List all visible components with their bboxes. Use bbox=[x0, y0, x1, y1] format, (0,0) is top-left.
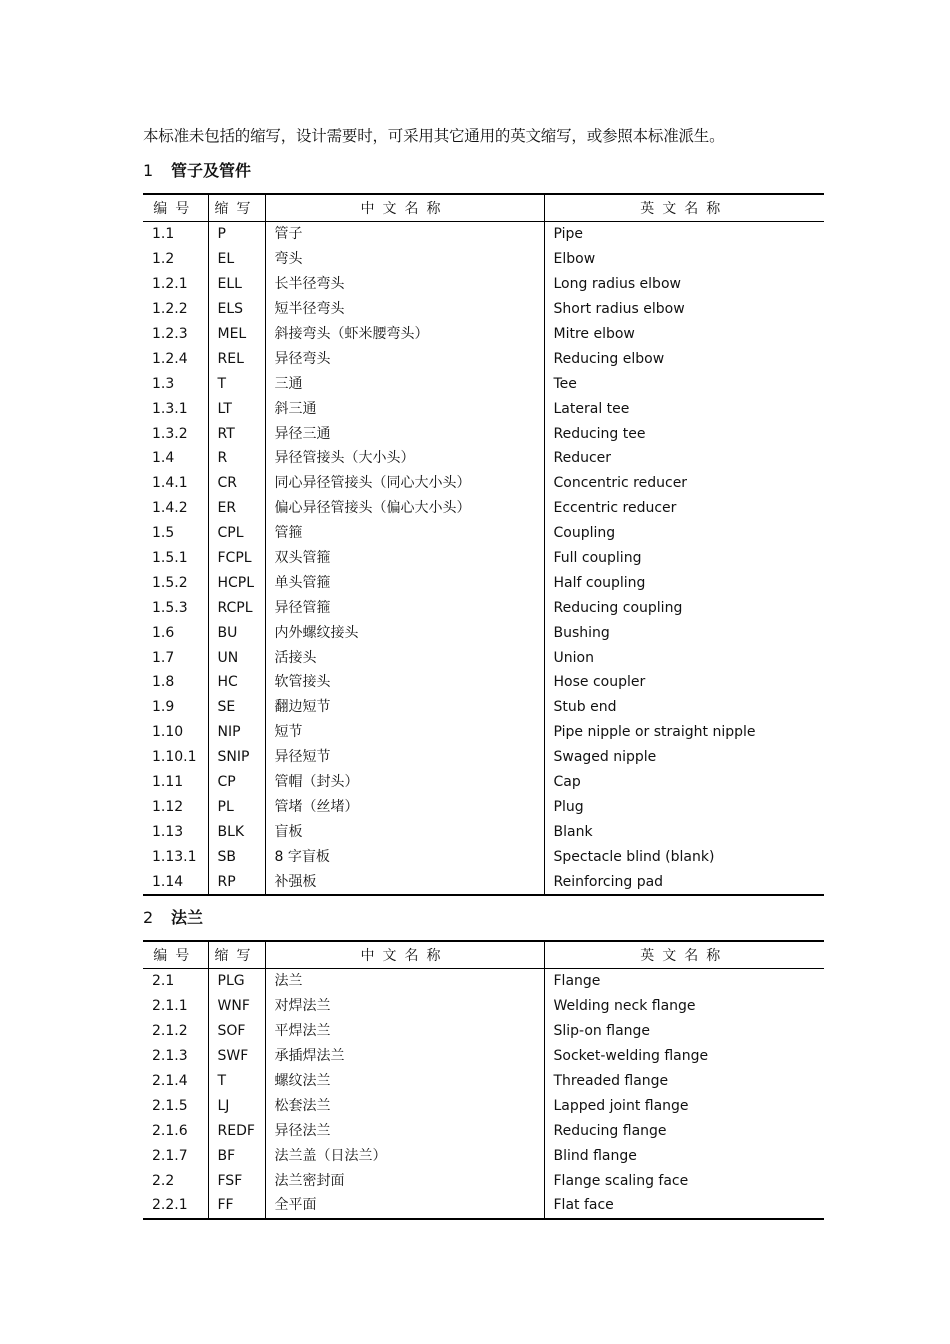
row-chinese-name: 管帽（封头） bbox=[265, 770, 544, 795]
row-number: 1.5.2 bbox=[152, 574, 188, 591]
row-chinese-name: 承插焊法兰 bbox=[265, 1044, 544, 1069]
row-english-name: Eccentric reducer bbox=[553, 500, 677, 517]
row-chinese-name: 8 字盲板 bbox=[265, 844, 544, 869]
row-abbreviation: ER bbox=[208, 496, 265, 521]
row-abbreviation: R bbox=[208, 446, 265, 471]
section-heading bbox=[143, 906, 203, 930]
row-english-name: Slip-on flange bbox=[553, 1023, 651, 1040]
row-chinese-name: 异径法兰 bbox=[265, 1118, 544, 1143]
row-chinese-name: 偏心异径管接头（偏心大小头） bbox=[265, 496, 544, 521]
table-row bbox=[143, 969, 824, 994]
header-english-name: 英文名称 bbox=[544, 194, 824, 222]
table-row bbox=[143, 297, 824, 322]
row-english-name: Blind flange bbox=[553, 1147, 637, 1164]
row-abbreviation: SB bbox=[208, 844, 265, 869]
row-chinese-name: 松套法兰 bbox=[265, 1093, 544, 1118]
table-row bbox=[143, 1093, 824, 1118]
row-chinese-name: 管子 bbox=[265, 222, 544, 247]
row-abbreviation: LT bbox=[208, 396, 265, 421]
row-chinese-name: 软管接头 bbox=[265, 670, 544, 695]
row-chinese-name: 斜接弯头（虾米腰弯头） bbox=[265, 322, 544, 347]
row-abbreviation: RP bbox=[208, 869, 265, 895]
row-chinese-name: 平焊法兰 bbox=[265, 1019, 544, 1044]
row-chinese-name: 盲板 bbox=[265, 819, 544, 844]
row-english-name: Plug bbox=[553, 798, 584, 815]
row-abbreviation: PL bbox=[208, 794, 265, 819]
row-english-name: Union bbox=[553, 649, 594, 666]
table-row bbox=[143, 620, 824, 645]
table-row bbox=[143, 794, 824, 819]
row-number: 2.2.1 bbox=[143, 1193, 208, 1219]
table-row bbox=[143, 670, 824, 695]
row-number: 1.1 bbox=[152, 226, 175, 243]
row-number: 1.10 bbox=[152, 724, 184, 741]
row-abbreviation: CP bbox=[208, 770, 265, 795]
section-title: 法兰 bbox=[171, 908, 204, 927]
row-number: 1.14 bbox=[143, 869, 208, 895]
row-number: 1.4.1 bbox=[152, 475, 188, 492]
row-abbreviation: UN bbox=[208, 645, 265, 670]
row-abbreviation: T bbox=[208, 371, 265, 396]
header-number: 编号 bbox=[143, 194, 208, 222]
row-english-name: Reducing elbow bbox=[553, 350, 665, 367]
section-heading bbox=[143, 159, 251, 183]
row-chinese-name: 双头管箍 bbox=[265, 546, 544, 571]
row-abbreviation: CPL bbox=[208, 521, 265, 546]
row-english-name: Full coupling bbox=[553, 550, 642, 567]
table-row bbox=[143, 695, 824, 720]
row-abbreviation: HC bbox=[208, 670, 265, 695]
row-chinese-name: 异径管接头（大小头） bbox=[265, 446, 544, 471]
row-english-name: Pipe nipple or straight nipple bbox=[553, 724, 756, 741]
row-abbreviation: FSF bbox=[208, 1168, 265, 1193]
row-abbreviation: LJ bbox=[208, 1093, 265, 1118]
row-number: 1.3.2 bbox=[152, 425, 188, 442]
table-row bbox=[143, 645, 824, 670]
row-number: 1.7 bbox=[152, 649, 175, 666]
row-number: 2.1.3 bbox=[152, 1048, 188, 1065]
abbreviation-table bbox=[143, 940, 824, 1220]
row-number: 2.1.7 bbox=[152, 1147, 188, 1164]
row-english-name: Bushing bbox=[553, 624, 610, 641]
row-chinese-name: 法兰盖（日法兰） bbox=[265, 1143, 544, 1168]
row-number: 1.9 bbox=[152, 699, 175, 716]
row-abbreviation: CR bbox=[208, 471, 265, 496]
table-row bbox=[143, 371, 824, 396]
table-header-row bbox=[143, 941, 824, 969]
row-abbreviation: ELS bbox=[208, 297, 265, 322]
row-number: 1.2.2 bbox=[152, 301, 188, 318]
table-row bbox=[143, 1044, 824, 1069]
row-english-name: Coupling bbox=[553, 525, 616, 542]
row-english-name: Socket-welding flange bbox=[553, 1048, 709, 1065]
row-abbreviation: PLG bbox=[208, 969, 265, 994]
table-row bbox=[143, 272, 824, 297]
table-row bbox=[143, 570, 824, 595]
row-english-name: Reducer bbox=[553, 450, 612, 467]
row-english-name: Blank bbox=[553, 823, 593, 840]
row-chinese-name: 异径弯头 bbox=[265, 346, 544, 371]
row-abbreviation: FCPL bbox=[208, 546, 265, 571]
row-english-name: Swaged nipple bbox=[553, 749, 657, 766]
table-row bbox=[143, 844, 824, 869]
row-english-name: Reducing coupling bbox=[553, 599, 683, 616]
row-number: 2.1.4 bbox=[152, 1073, 188, 1089]
row-chinese-name: 短半径弯头 bbox=[265, 297, 544, 322]
row-number: 1.4.2 bbox=[152, 500, 188, 517]
table-row bbox=[143, 720, 824, 745]
row-english-name: Cap bbox=[553, 774, 581, 791]
row-english-name: Long radius elbow bbox=[553, 276, 681, 293]
row-english-name: Flat face bbox=[544, 1193, 824, 1219]
row-abbreviation: T bbox=[208, 1069, 265, 1094]
row-abbreviation: HCPL bbox=[208, 570, 265, 595]
table-row bbox=[143, 1193, 824, 1219]
row-english-name: Elbow bbox=[553, 251, 596, 268]
row-chinese-name: 异径短节 bbox=[265, 745, 544, 770]
row-number: 2.1 bbox=[152, 973, 175, 990]
intro-paragraph: 本标准未包括的缩写，设计需要时，可采用其它通用的英文缩写，或参照本标准派生。 bbox=[143, 127, 725, 145]
row-number: 2.2 bbox=[152, 1172, 175, 1189]
row-chinese-name: 管箍 bbox=[265, 521, 544, 546]
table-row bbox=[143, 1118, 824, 1143]
row-english-name: Threaded flange bbox=[553, 1073, 669, 1089]
table-row bbox=[143, 1143, 824, 1168]
table-row bbox=[143, 1168, 824, 1193]
row-abbreviation: RCPL bbox=[208, 595, 265, 620]
row-abbreviation: RT bbox=[208, 421, 265, 446]
row-number: 1.3 bbox=[152, 375, 175, 392]
abbreviation-table bbox=[143, 193, 824, 896]
header-english-name: 英文名称 bbox=[544, 941, 824, 969]
row-chinese-name: 异径三通 bbox=[265, 421, 544, 446]
row-chinese-name: 同心异径管接头（同心大小头） bbox=[265, 471, 544, 496]
row-chinese-name: 内外螺纹接头 bbox=[265, 620, 544, 645]
row-number: 1.2.3 bbox=[152, 326, 188, 342]
row-abbreviation: BF bbox=[208, 1143, 265, 1168]
header-abbreviation: 缩写 bbox=[208, 941, 265, 969]
row-english-name: Lapped joint flange bbox=[553, 1097, 689, 1114]
table-row bbox=[143, 396, 824, 421]
table-row bbox=[143, 222, 824, 247]
row-number: 1.2 bbox=[152, 251, 175, 268]
row-english-name: Reducing tee bbox=[553, 425, 646, 442]
row-abbreviation: SNIP bbox=[208, 745, 265, 770]
row-english-name: Mitre elbow bbox=[553, 326, 635, 342]
table-row bbox=[143, 1019, 824, 1044]
table-row bbox=[143, 546, 824, 571]
header-chinese-name: 中文名称 bbox=[265, 194, 544, 222]
row-abbreviation: BLK bbox=[208, 819, 265, 844]
row-chinese-name: 三通 bbox=[265, 371, 544, 396]
row-number: 1.8 bbox=[152, 674, 175, 691]
table-row bbox=[143, 819, 824, 844]
section-number: 1 bbox=[143, 161, 154, 180]
row-chinese-name: 对焊法兰 bbox=[265, 994, 544, 1019]
row-number: 1.3.1 bbox=[152, 400, 188, 417]
table-row bbox=[143, 595, 824, 620]
row-number: 1.11 bbox=[152, 774, 184, 791]
row-english-name: Short radius elbow bbox=[553, 301, 685, 318]
row-number: 1.12 bbox=[152, 798, 184, 815]
row-english-name: Lateral tee bbox=[553, 400, 630, 417]
table-row bbox=[143, 521, 824, 546]
table-header-row bbox=[143, 194, 824, 222]
row-chinese-name: 单头管箍 bbox=[265, 570, 544, 595]
row-chinese-name: 活接头 bbox=[265, 645, 544, 670]
row-number: 1.6 bbox=[152, 624, 175, 641]
row-english-name: Pipe bbox=[553, 226, 584, 243]
row-abbreviation: NIP bbox=[208, 720, 265, 745]
row-number: 1.10.1 bbox=[152, 749, 197, 766]
row-chinese-name: 短节 bbox=[265, 720, 544, 745]
row-number: 1.5.3 bbox=[152, 599, 188, 616]
row-abbreviation: WNF bbox=[208, 994, 265, 1019]
row-english-name: Stub end bbox=[553, 699, 617, 716]
row-number: 2.1.5 bbox=[152, 1097, 188, 1114]
row-number: 1.5 bbox=[152, 525, 175, 542]
row-chinese-name: 补强板 bbox=[265, 869, 544, 895]
row-chinese-name: 全平面 bbox=[265, 1193, 544, 1219]
row-chinese-name: 斜三通 bbox=[265, 396, 544, 421]
row-abbreviation: FF bbox=[208, 1193, 265, 1219]
row-number: 2.1.6 bbox=[152, 1122, 188, 1139]
row-abbreviation: SWF bbox=[208, 1044, 265, 1069]
table-row bbox=[143, 994, 824, 1019]
table-row bbox=[143, 446, 824, 471]
row-number: 2.1.2 bbox=[152, 1023, 188, 1040]
row-english-name: Spectacle blind (blank) bbox=[553, 848, 715, 865]
row-abbreviation: EL bbox=[208, 247, 265, 272]
table-row bbox=[143, 421, 824, 446]
row-abbreviation: P bbox=[208, 222, 265, 247]
row-english-name: Concentric reducer bbox=[553, 475, 688, 492]
table-row bbox=[143, 869, 824, 895]
row-abbreviation: SOF bbox=[208, 1019, 265, 1044]
row-abbreviation: BU bbox=[208, 620, 265, 645]
row-chinese-name: 弯头 bbox=[265, 247, 544, 272]
row-chinese-name: 法兰密封面 bbox=[265, 1168, 544, 1193]
table-row bbox=[143, 322, 824, 347]
row-english-name: Tee bbox=[553, 375, 577, 392]
row-number: 1.4 bbox=[152, 450, 175, 467]
row-english-name: Hose coupler bbox=[553, 674, 646, 691]
table-row bbox=[143, 496, 824, 521]
row-english-name: Welding neck flange bbox=[553, 998, 696, 1015]
table-row bbox=[143, 770, 824, 795]
row-english-name: Flange bbox=[553, 973, 601, 990]
header-chinese-name: 中文名称 bbox=[265, 941, 544, 969]
row-number: 2.1.1 bbox=[152, 998, 188, 1015]
row-english-name: Half coupling bbox=[553, 574, 646, 591]
table-row bbox=[143, 346, 824, 371]
row-number: 1.5.1 bbox=[152, 550, 188, 567]
row-english-name: Reducing flange bbox=[553, 1122, 667, 1139]
row-chinese-name: 管堵（丝堵） bbox=[265, 794, 544, 819]
table-row bbox=[143, 745, 824, 770]
section-number: 2 bbox=[143, 908, 154, 927]
row-number: 1.2.1 bbox=[152, 276, 188, 293]
row-number: 1.13 bbox=[152, 823, 184, 840]
row-abbreviation: MEL bbox=[208, 322, 265, 347]
row-abbreviation: REDF bbox=[208, 1118, 265, 1143]
row-number: 1.13.1 bbox=[152, 848, 197, 865]
row-abbreviation: REL bbox=[208, 346, 265, 371]
row-abbreviation: SE bbox=[208, 695, 265, 720]
row-english-name: Flange scaling face bbox=[553, 1172, 689, 1189]
row-english-name: Reinforcing pad bbox=[544, 869, 824, 895]
row-number: 1.2.4 bbox=[152, 350, 188, 367]
row-chinese-name: 异径管箍 bbox=[265, 595, 544, 620]
table-row bbox=[143, 247, 824, 272]
row-chinese-name: 法兰 bbox=[265, 969, 544, 994]
row-chinese-name: 螺纹法兰 bbox=[265, 1069, 544, 1094]
header-abbreviation: 缩写 bbox=[208, 194, 265, 222]
table-row bbox=[143, 1069, 824, 1094]
row-abbreviation: ELL bbox=[208, 272, 265, 297]
header-number: 编号 bbox=[143, 941, 208, 969]
row-chinese-name: 长半径弯头 bbox=[265, 272, 544, 297]
row-chinese-name: 翻边短节 bbox=[265, 695, 544, 720]
table-row bbox=[143, 471, 824, 496]
section-title: 管子及管件 bbox=[171, 161, 252, 180]
